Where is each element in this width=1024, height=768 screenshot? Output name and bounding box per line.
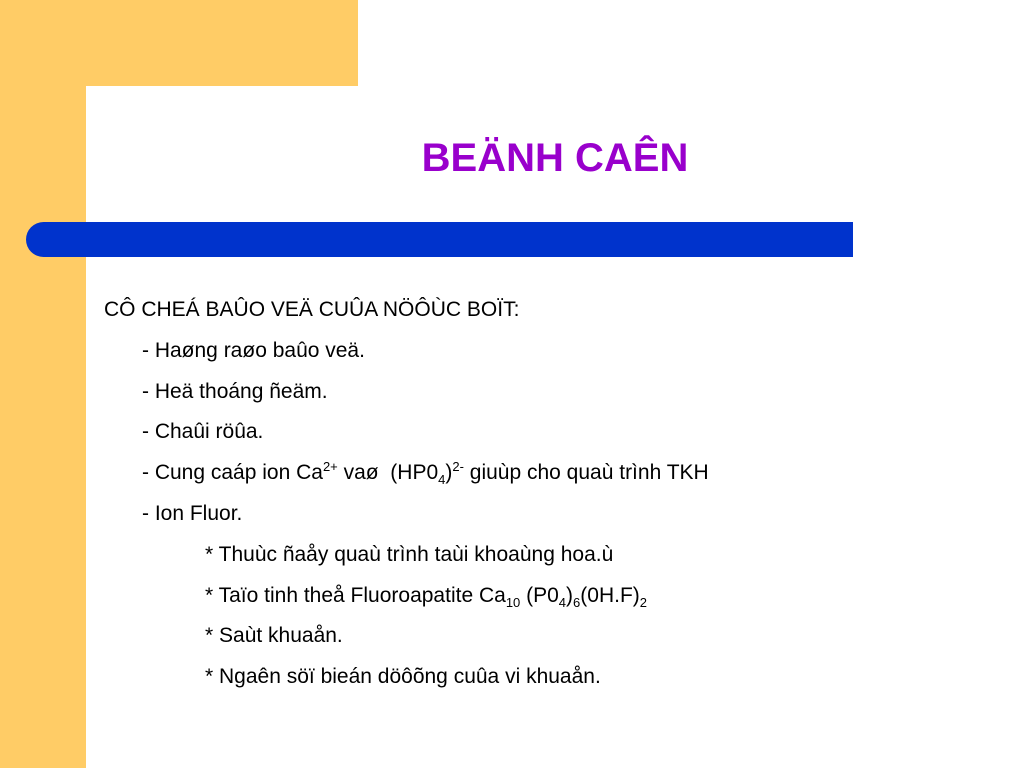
fluor-effect-3: * Saùt khuaån. (205, 624, 343, 648)
apatite-mid-1: (P0 (520, 583, 559, 607)
fluor-effect-4: * Ngaên söï bieán döôõng cuûa vi khuaån. (205, 665, 601, 689)
calcium-charge: 2+ (322, 459, 338, 475)
slide-title: BEÄNH CAÊN (421, 136, 689, 180)
fluor-effect-apatite (104, 576, 1004, 617)
calcium-suffix: giuùp cho quaù trình TKH (463, 461, 709, 485)
decorative-blue-bar (26, 222, 853, 257)
calcium-middle: vaø (HP0 (337, 461, 439, 485)
apatite-sub-4: 4 (558, 594, 567, 610)
section-heading: CÔ CHEÁ BAÛO VEÄ CUÛA NÖÔÙC BOÏT: (104, 298, 520, 321)
apatite-mid-2: ) (566, 583, 574, 607)
apatite-sub-6: 6 (573, 594, 581, 610)
apatite-mid-3: (0H.F) (580, 583, 640, 607)
fluor-effect-1: * Thuùc ñaåy quaù trình taùi khoaùng hoa.ù (205, 542, 614, 566)
apatite-prefix: * Taïo tinh theå Fluoroapatite Ca (205, 583, 506, 607)
decorative-yellow-left-strip (0, 0, 86, 768)
bullet-item-3: - Chaûi röûa. (142, 420, 264, 444)
bullet-item-calcium (104, 453, 1004, 494)
slide-body (104, 290, 1004, 698)
apatite-sub-2: 2 (639, 594, 647, 610)
bullet-item-1: - Haøng raøo baûo veä. (142, 338, 365, 362)
bullet-item-fluor: - Ion Fluor. (142, 501, 243, 525)
bullet-item-2: - Heä thoáng ñeäm. (142, 379, 328, 403)
phosphate-charge: 2- (452, 459, 464, 475)
calcium-prefix: - Cung caáp ion Ca (142, 461, 323, 485)
phosphate-subscript: 4 (438, 472, 446, 488)
phosphate-close: ) (445, 461, 453, 485)
apatite-sub-10: 10 (505, 594, 521, 610)
